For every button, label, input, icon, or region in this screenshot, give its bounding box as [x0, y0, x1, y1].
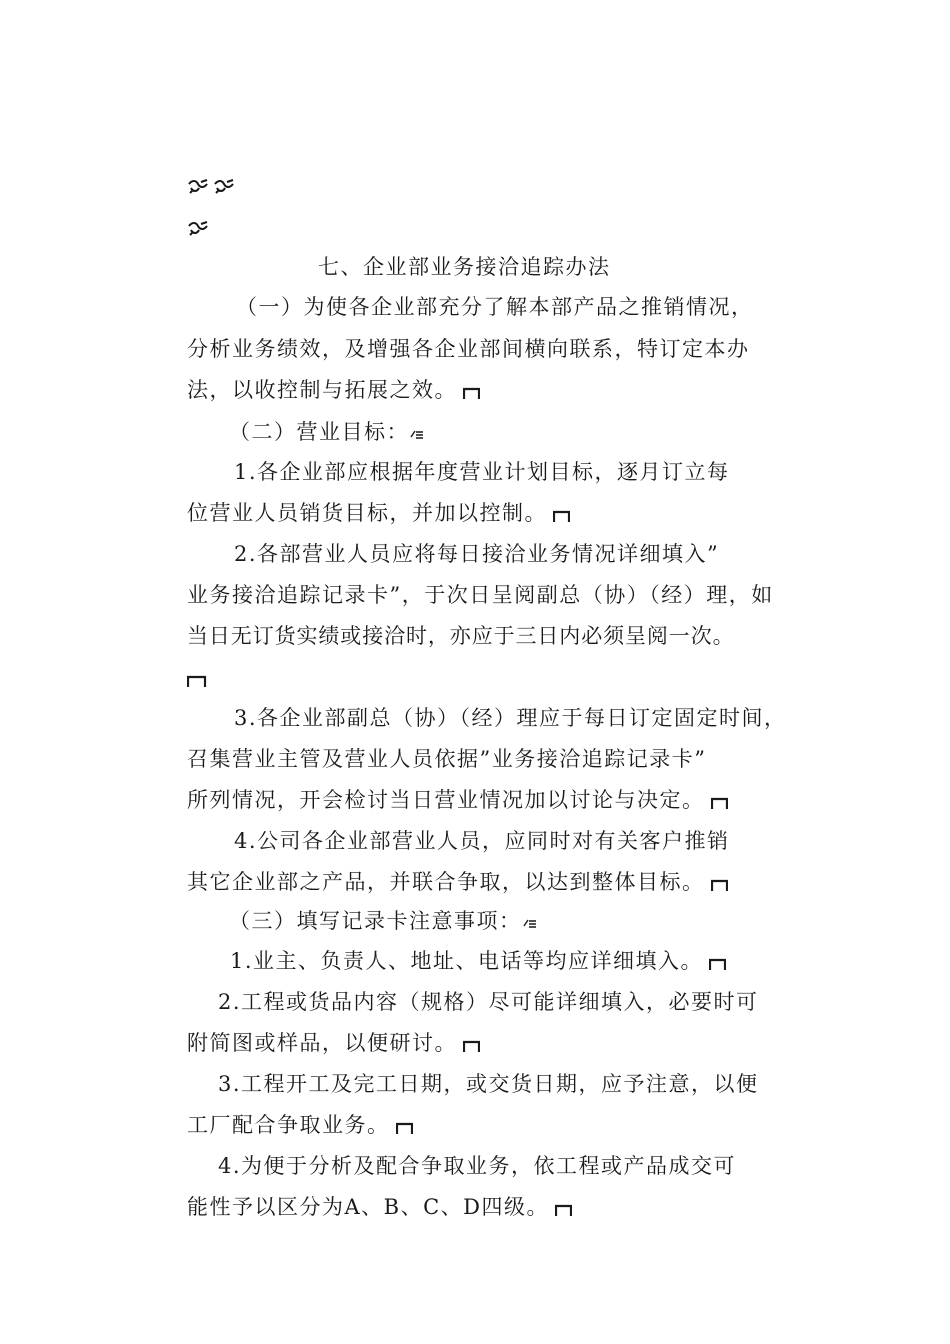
- text-line: 法，以收控制与拓展之效。: [187, 375, 480, 405]
- ornament-row-2: [187, 216, 211, 240]
- text-line: 业务接洽追踪记录卡”，于次日呈阅副总（协）（经）理，如: [187, 583, 774, 607]
- section-mark-icon: [523, 917, 537, 929]
- text-line: 工厂配合争取业务。: [187, 1110, 413, 1140]
- paragraph-mark-icon: [711, 878, 728, 892]
- text-line: 1.各企业部应根据年度营业计划目标，逐月订立每: [234, 460, 730, 484]
- text-line: 2.工程或货品内容（规格）尽可能详细填入，必要时可: [218, 990, 759, 1014]
- ornament-row-1: [187, 174, 237, 198]
- text-line: 能性予以区分为A、B、C、D四级。: [187, 1192, 572, 1222]
- text-line: 4.为便于分析及配合争取业务，依工程或产品成交可: [218, 1154, 737, 1178]
- ornament-icon: [187, 176, 211, 196]
- ornament-icon: [213, 176, 237, 196]
- section-mark-icon: [410, 428, 424, 440]
- text-line: 位营业人员销货目标，并加以控制。: [187, 498, 570, 528]
- text-line: 4.公司各企业部营业人员，应同时对有关客户推销: [234, 829, 730, 853]
- paragraph-mark-icon: [711, 796, 728, 810]
- paragraph-mark-icon: [709, 957, 726, 971]
- text-line: 其它企业部之产品，并联合争取，以达到整体目标。: [187, 867, 728, 897]
- paragraph-mark-icon: [555, 1203, 572, 1217]
- text-line: 召集营业主管及营业人员依据”业务接洽追踪记录卡”: [187, 747, 707, 771]
- text-line: 附简图或样品，以便研讨。: [187, 1028, 480, 1058]
- text-line: 所列情况，开会检讨当日营业情况加以讨论与决定。: [187, 785, 728, 815]
- ornament-icon: [187, 218, 211, 238]
- paragraph-mark-icon: [463, 386, 480, 400]
- text-line: 1.业主、负责人、地址、电话等均应详细填入。: [230, 946, 726, 976]
- paragraph-mark-icon: [187, 673, 207, 689]
- section-title: 七、企业部业务接洽追踪办法: [318, 255, 611, 279]
- text-line: （二）营业目标：: [229, 417, 424, 447]
- paragraph-mark-icon: [553, 509, 570, 523]
- text-line: 3.工程开工及完工日期，或交货日期，应予注意，以便: [218, 1072, 759, 1096]
- paragraph-mark-icon: [396, 1121, 413, 1135]
- text-line: （一）为使各企业部充分了解本部产品之推销情况，: [236, 295, 754, 319]
- text-line: 3.各企业部副总（协）（经）理应于每日订定固定时间，: [234, 706, 787, 730]
- text-line: 当日无订货实绩或接洽时，亦应于三日内必须呈阅一次。: [187, 624, 735, 648]
- text-line: 2.各部营业人员应将每日接洽业务情况详细填入”: [234, 542, 720, 566]
- text-line: （三）填写记录卡注意事项：: [229, 906, 537, 936]
- paragraph-mark-icon: [463, 1039, 480, 1053]
- text-line: 分析业务绩效，及增强各企业部间横向联系，特订定本办: [187, 337, 750, 361]
